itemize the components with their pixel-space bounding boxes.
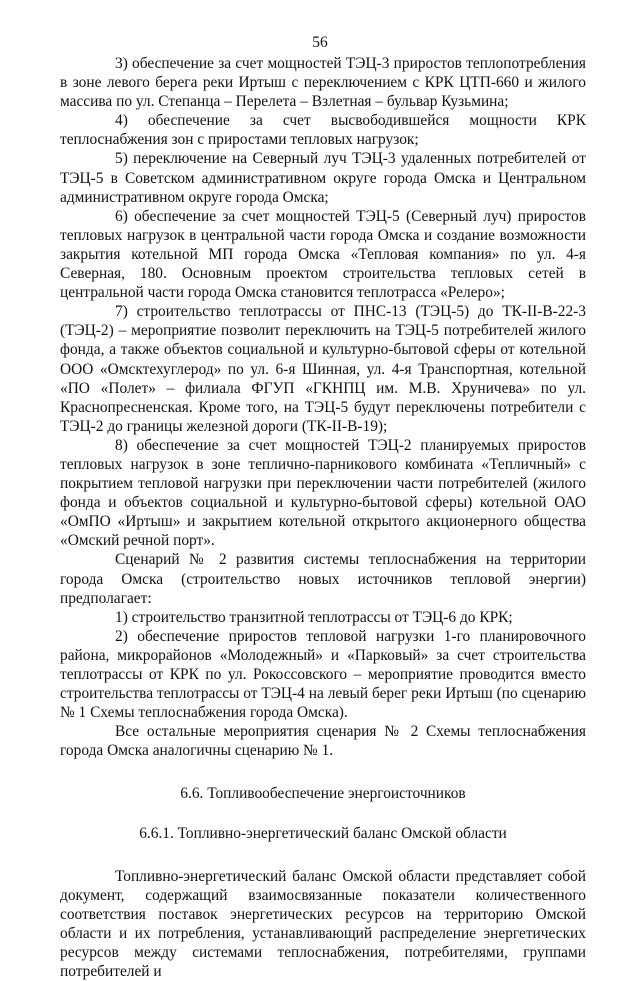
paragraph-scenario-2-intro: Сценарий № 2 развития системы теплоснабжения на территории города Омска (строительство новых источников тепловой энергии) предполагает:: [60, 551, 586, 607]
page-number: 56: [312, 34, 328, 51]
paragraph-item-4: 4) обеспечение за счет высвободившейся мощности КРК теплоснабжения зон с приростами тепловых нагрузок;: [60, 112, 586, 149]
paragraph-scenario-2-item-1: 1) строительство транзитной теплотрассы от ТЭЦ-6 до КРК;: [115, 608, 513, 626]
paragraph-item-8: 8) обеспечение за счет мощностей ТЭЦ-2 планируемых приростов тепловых нагрузок в зоне теплично-парникового комбината «Тепличный» с покрытием тепловой нагрузки при переключении части потребителей (жилого фонда и объектов социальной и культурно-бытовой сферы) котельной ОАО «ОмПО «Иртыш» и закрытием котельной открытого акционерного общества «Омский речной порт».: [60, 436, 586, 550]
paragraph-item-6: 6) обеспечение за счет мощностей ТЭЦ-5 (Северный луч) приростов тепловых нагрузок в центральной части города Омска и создание возможности закрытия котельной МП города Омска «Тепловая компания» по ул. 4-я Северная, 180. Основным проектом строительства тепловых сетей в центральной части города Омска становится теплотрасса «Релеро»;: [60, 207, 586, 302]
document-body: [60, 54, 586, 981]
paragraph-fuel-balance: Топливно-энергетический баланс Омской области представляет собой документ, содержащий взаимосвязанные показатели количественного соответствия поставок энергетических ресурсов на территорию Омской области и их потребления, устанавливающий распределение энергетических ресурсов между системами теплоснабжения, потребителями, группами потребителей и: [60, 867, 586, 981]
section-heading: 6.6. Топливообеспечение энергоисточников: [180, 785, 466, 803]
paragraph-scenario-2-item-2: 2) обеспечение приростов тепловой нагрузки 1-го планировочного района, микрорайонов «Молодежный» и «Парковый» за счет строительства теплотрассы от КРК по ул. Рокоссовского – мероприятие проводится вместо строительства теплотрассы от ТЭЦ-4 на левый берег реки Иртыш (по сценарию № 1 Схемы теплоснабжения города Омска).: [60, 627, 586, 722]
subsection-heading: 6.6.1. Топливно-энергетический баланс Омской области: [139, 824, 507, 842]
paragraph-item-3: 3) обеспечение за счет мощностей ТЭЦ-3 приростов теплопотребления в зоне левого берега реки Иртыш с переключением с КРК ЦТП-660 и жилого массива по ул. Степанца – Перелета – Взлетная – бульвар Кузьмина;: [60, 55, 586, 111]
paragraph-item-7: 7) строительство теплотрассы от ПНС-13 (ТЭЦ-5) до ТК-II-В-22-3 (ТЭЦ-2) – мероприятие позволит переключить на ТЭЦ-5 потребителей жилого фонда, а также объектов социальной и культурно-бытовой сферы от котельной ООО «Омсктехуглерод» по ул. 6-я Шинная, ул. 4-я Транспортная, котельной «ПО «Полет» – филиала ФГУП «ГКНПЦ им. М.В. Хруничева» по ул. Краснопресненская. Кроме того, на ТЭЦ-5 будут переключены потребители с ТЭЦ-2 до границы железной дороги (ТК-II-В-19);: [60, 303, 586, 435]
paragraph-scenario-2-rest: Все остальные мероприятия сценария № 2 Схемы теплоснабжения города Омска аналогичны сценарию № 1.: [60, 723, 586, 760]
paragraph-item-5: 5) переключение на Северный луч ТЭЦ-3 удаленных потребителей от ТЭЦ-5 в Советском административном округе города Омска и Центральном административном округе города Омска;: [60, 150, 586, 206]
